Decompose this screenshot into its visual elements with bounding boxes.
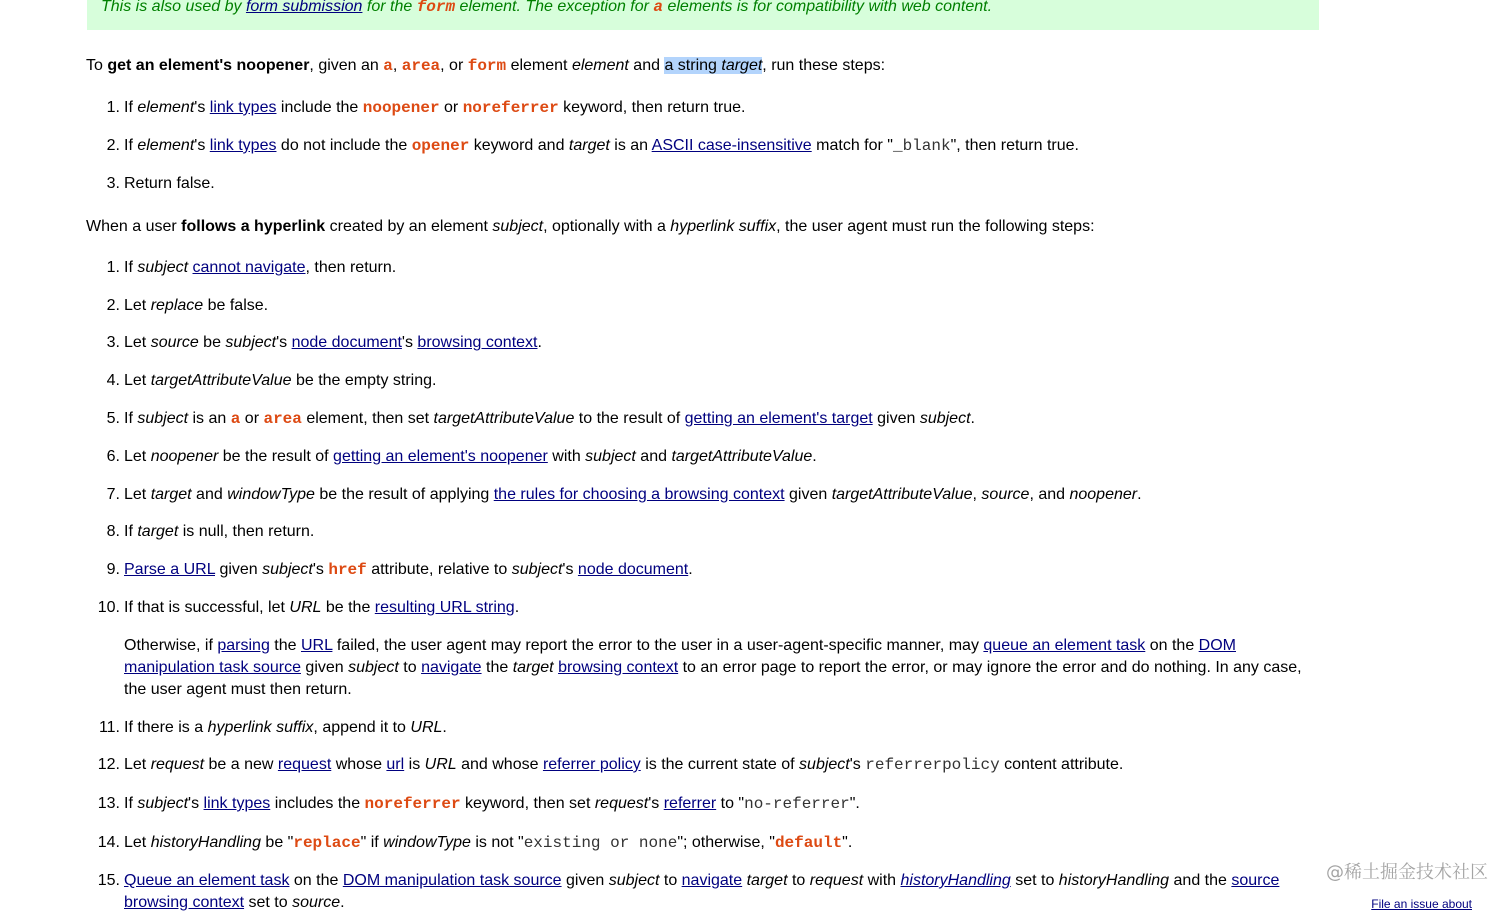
var-url: URL [424, 756, 457, 773]
text: Let [124, 834, 151, 851]
compat-note [87, 0, 1319, 30]
text: whose [331, 756, 387, 773]
text: ". [842, 834, 853, 851]
step-number: 10. [97, 599, 120, 616]
text: the [269, 637, 301, 654]
text: , [392, 57, 402, 74]
text: be the empty string. [291, 372, 437, 389]
step-number: 4. [106, 372, 120, 389]
text: on the [1145, 637, 1199, 654]
var-subject: subject [511, 561, 563, 578]
text: and [628, 57, 665, 74]
text: To [86, 57, 108, 74]
text: with [863, 872, 901, 889]
var-source: source [981, 486, 1030, 503]
text: do not include the [276, 137, 412, 154]
var-subject: subject [799, 756, 850, 773]
step-number: 1. [106, 259, 120, 276]
selection-highlight[interactable] [664, 57, 762, 74]
text: to " [716, 795, 745, 812]
text: 's [849, 756, 866, 773]
var-source: source [150, 334, 199, 351]
text: is [404, 756, 425, 773]
text: keyword, then set [460, 795, 595, 812]
text: given [872, 410, 920, 427]
var-target-attribute-value: targetAttributeValue [433, 410, 575, 427]
text: Let [124, 334, 151, 351]
form-submission-link[interactable]: form submission [245, 0, 363, 15]
text: given [784, 486, 832, 503]
area-code: area [263, 410, 302, 428]
note-text: This is also used by [101, 0, 246, 15]
text: content attribute. [999, 756, 1124, 773]
var-element: element [137, 137, 195, 154]
text: , run these steps: [762, 57, 886, 74]
text: "; otherwise, " [677, 834, 775, 851]
var-url: URL [289, 599, 322, 616]
text: set to [1010, 872, 1059, 889]
text: include the [276, 99, 363, 116]
text: Let [124, 372, 151, 389]
node-document-link[interactable]: node document [577, 561, 689, 578]
step-number: 6. [106, 448, 120, 465]
var-element: element [137, 99, 195, 116]
var-request: request [594, 795, 649, 812]
text: to an error page to report the error, or may ignore the error and do nothing. In any case, the user agent must then return. [124, 659, 1302, 698]
text: , and [1029, 486, 1070, 503]
text: to [659, 872, 682, 889]
step-number: 8. [106, 523, 120, 540]
text: , or [440, 57, 468, 74]
text: , given an [309, 57, 384, 74]
step-number: 2. [106, 137, 120, 154]
text: , append it to [313, 719, 411, 736]
no-referrer-code: no-referrer [744, 795, 850, 813]
text: . [970, 410, 975, 427]
text: a string [664, 57, 722, 74]
note-text: elements is for compatibility with web content. [663, 0, 993, 15]
text: element [506, 57, 572, 74]
step-number: 13. [97, 795, 120, 812]
text: 's [401, 334, 418, 351]
text: on the [289, 872, 343, 889]
term-follows-hyperlink: follows a hyperlink [181, 218, 326, 235]
parse-url-link[interactable]: Parse a URL [124, 561, 215, 578]
text: 's [194, 99, 210, 116]
text: be the result of applying [314, 486, 494, 503]
area-code: area [401, 57, 441, 75]
var-target-attribute-value: targetAttributeValue [831, 486, 973, 503]
browsing-context-link[interactable]: browsing context [417, 334, 538, 351]
note-text: element. The exception for [455, 0, 654, 15]
text: If that is successful, let [124, 599, 290, 616]
var-subject: subject [137, 259, 189, 276]
otherwise-paragraph [124, 635, 1320, 701]
text: match for " [811, 137, 893, 154]
text: 's [276, 334, 292, 351]
link-types-link[interactable]: link types [209, 99, 277, 116]
step-number: 1. [106, 99, 120, 116]
text: If [124, 137, 138, 154]
term-get-noopener: get an element's noopener [107, 57, 310, 74]
text: If [124, 795, 138, 812]
text: created by an element [325, 218, 493, 235]
source-browsing-context-link[interactable]: source browsing context [124, 872, 1280, 911]
var-subject: subject [262, 561, 313, 578]
noopener-code: noopener [362, 99, 440, 117]
step-number: 12. [97, 756, 120, 773]
ascii-case-insensitive-link[interactable]: ASCII case-insensitive [651, 137, 812, 154]
text: Let [124, 448, 151, 465]
text: If [124, 99, 138, 116]
text: . [688, 561, 693, 578]
text: failed, the user agent may report the error to the user in a user-agent-specific manner, may [332, 637, 984, 654]
referrer-link[interactable]: referrer [663, 795, 717, 812]
step-number: 14. [97, 834, 120, 851]
var-target: target [137, 523, 179, 540]
replace-code: replace [293, 834, 361, 852]
text: given [215, 561, 263, 578]
text: set to [244, 894, 293, 911]
text: . [514, 599, 520, 616]
text: Let [124, 297, 151, 314]
var-subject: subject [585, 448, 636, 465]
text: Let [124, 756, 151, 773]
text: 's [312, 561, 329, 578]
browsing-context-link[interactable]: browsing context [558, 659, 679, 676]
url-link[interactable]: URL [300, 637, 333, 654]
text: to [787, 872, 810, 889]
a-code: a [230, 410, 241, 428]
text: . [537, 334, 542, 351]
step-number: 11. [98, 719, 120, 736]
var-replace: replace [150, 297, 204, 314]
text: attribute, relative to [366, 561, 512, 578]
var-noopener: noopener [150, 448, 219, 465]
navigate-link[interactable]: navigate [681, 872, 743, 889]
default-code: default [774, 834, 843, 852]
note-text: for the [362, 0, 417, 15]
var-target: target [721, 57, 763, 74]
text: 's [194, 137, 210, 154]
text: , then return. [305, 259, 397, 276]
text: keyword, then return true. [558, 99, 746, 116]
existing-or-none-code: existing or none [523, 834, 678, 852]
text: is an [188, 410, 231, 427]
var-noopener: noopener [1069, 486, 1138, 503]
resulting-url-string-link[interactable]: resulting URL string [374, 599, 515, 616]
text: the [481, 659, 513, 676]
referrer-policy-link[interactable]: referrer policy [542, 756, 641, 773]
parsing-link[interactable]: parsing [217, 637, 270, 654]
text: be false. [203, 297, 269, 314]
var-subject: subject [137, 410, 189, 427]
text: given [300, 659, 349, 676]
var-target: target [568, 137, 610, 154]
queue-element-task-link[interactable]: Queue an element task [124, 872, 290, 889]
rules-choosing-browsing-context-link[interactable]: the rules for choosing a browsing context [493, 486, 785, 503]
text: be a new [204, 756, 278, 773]
var-subject: subject [225, 334, 277, 351]
text: and [191, 486, 228, 503]
text: given [561, 872, 609, 889]
var-history-handling: historyHandling [150, 834, 261, 851]
text: 's [648, 795, 664, 812]
text: to [398, 659, 422, 676]
text: ". [849, 795, 860, 812]
var-history-handling: historyHandling [1058, 872, 1170, 889]
text: is not " [470, 834, 524, 851]
noreferrer-code: noreferrer [364, 795, 461, 813]
file-issue-link[interactable]: File an issue about [1371, 897, 1472, 911]
history-handling-link[interactable]: historyHandling [900, 872, 1011, 889]
step-number: 5. [106, 410, 120, 427]
text: If [124, 259, 138, 276]
dom-manipulation-task-source-link[interactable]: DOM manipulation task source [342, 872, 562, 889]
text: is null, then return. [178, 523, 315, 540]
var-target-attribute-value: targetAttributeValue [150, 372, 292, 389]
var-window-type: windowType [227, 486, 315, 503]
text: be " [260, 834, 294, 851]
dom-manipulation-task-source-link[interactable]: DOM manipulation task source [124, 637, 1236, 676]
text: includes the [270, 795, 365, 812]
noreferrer-code: noreferrer [462, 99, 559, 117]
link-types-link[interactable]: link types [209, 137, 277, 154]
text: with [547, 448, 586, 465]
text: to the result of [574, 410, 685, 427]
queue-element-task-link[interactable]: queue an element task [983, 637, 1146, 654]
text: be [198, 334, 226, 351]
text: If [124, 523, 138, 540]
text: or [439, 99, 463, 116]
href-code: href [328, 561, 367, 579]
var-url: URL [410, 719, 443, 736]
form-code: form [467, 57, 507, 75]
text: When a user [86, 218, 182, 235]
var-target-attribute-value: targetAttributeValue [671, 448, 813, 465]
url-link[interactable]: url [386, 756, 405, 773]
step-number: 3. [106, 175, 120, 192]
text: and [635, 448, 672, 465]
a-code: a [653, 0, 664, 16]
step-number: 15. [97, 872, 120, 889]
text: If [124, 410, 138, 427]
text: . [1137, 486, 1142, 503]
var-subject: subject [137, 795, 189, 812]
step-number: 9. [106, 561, 120, 578]
text: . [442, 719, 447, 736]
noopener-intro [86, 55, 885, 77]
var-source: source [292, 894, 341, 911]
text: 's [188, 795, 204, 812]
text: or [240, 410, 264, 427]
text: is an [609, 137, 652, 154]
var-request: request [150, 756, 205, 773]
cannot-navigate-link[interactable]: cannot navigate [192, 259, 306, 276]
var-hyperlink-suffix: hyperlink suffix [207, 719, 314, 736]
var-request: request [809, 872, 864, 889]
a-code: a [383, 57, 393, 75]
watermark: @稀土掘金技术社区 [1326, 862, 1488, 883]
var-target: target [512, 659, 554, 676]
text: Let [124, 486, 151, 503]
text: and whose [456, 756, 543, 773]
text: , the user agent must run the following steps: [776, 218, 1095, 235]
text: ", then return true. [950, 137, 1079, 154]
getting-element-noopener-link[interactable]: getting an element's noopener [333, 448, 548, 465]
follow-hyperlink-intro [86, 216, 1095, 238]
text: is the current state of [640, 756, 800, 773]
text: element, then set [301, 410, 434, 427]
text: Return false. [124, 175, 215, 192]
var-subject: subject [608, 872, 660, 889]
form-code: form [416, 0, 456, 16]
var-element: element [571, 57, 629, 74]
blank-code: _blank [892, 137, 951, 155]
var-subject: subject [348, 659, 399, 676]
var-target: target [150, 486, 192, 503]
text: , optionally with a [543, 218, 671, 235]
text: Otherwise, if [124, 637, 218, 654]
text: If there is a [124, 719, 208, 736]
getting-element-target-link[interactable]: getting an element's target [684, 410, 873, 427]
text: and the [1169, 872, 1232, 889]
text: be the [321, 599, 375, 616]
text: . [812, 448, 817, 465]
node-document-link[interactable]: node document [291, 334, 402, 351]
var-target: target [746, 872, 788, 889]
text: 's [562, 561, 578, 578]
link-types-link[interactable]: link types [203, 795, 271, 812]
var-window-type: windowType [383, 834, 471, 851]
opener-code: opener [411, 137, 470, 155]
text: be the result of [218, 448, 334, 465]
text: keyword and [469, 137, 569, 154]
referrerpolicy-code: referrerpolicy [865, 756, 1000, 774]
var-subject: subject [919, 410, 971, 427]
request-link[interactable]: request [277, 756, 332, 773]
var-hyperlink-suffix: hyperlink suffix [670, 218, 777, 235]
var-subject: subject [492, 218, 544, 235]
step-number: 2. [106, 297, 120, 314]
text: " if [360, 834, 384, 851]
step-number: 7. [106, 486, 120, 503]
text: , [972, 486, 982, 503]
step-number: 3. [106, 334, 120, 351]
text: . [340, 894, 345, 911]
navigate-link[interactable]: navigate [421, 659, 482, 676]
